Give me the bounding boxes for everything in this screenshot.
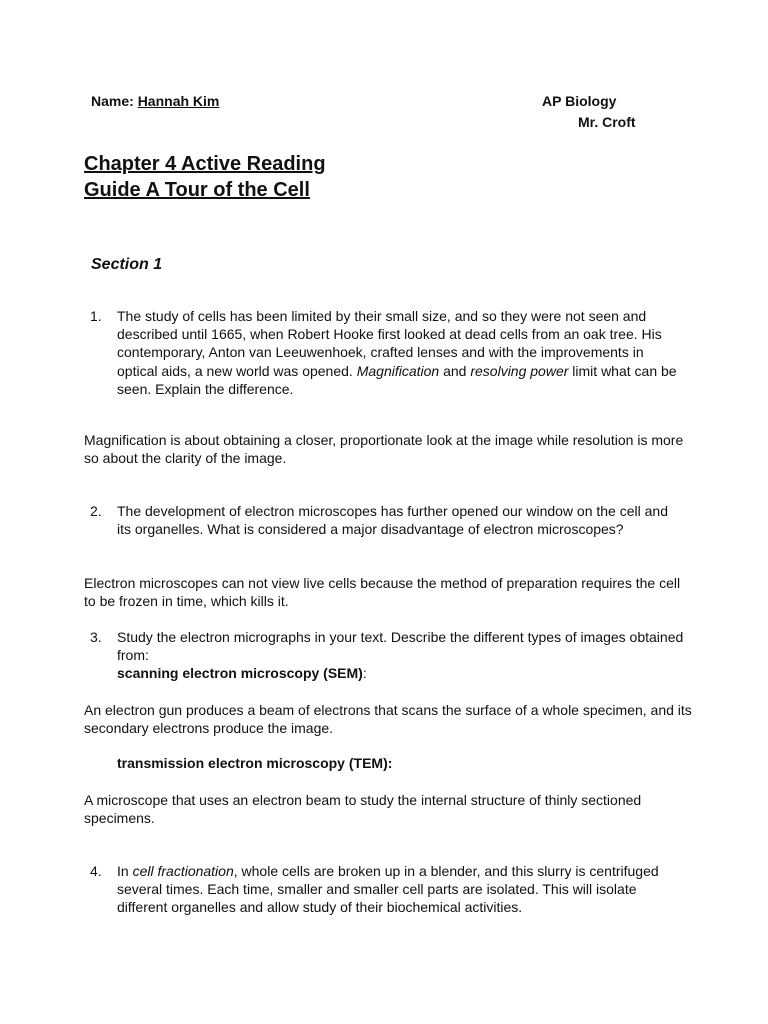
name-label: Name:: [91, 93, 134, 109]
question-term: Magnification: [356, 362, 440, 379]
course-name: AP Biology: [542, 93, 617, 109]
question-text: [117, 862, 684, 917]
question-text-part: and: [439, 362, 471, 379]
question-text-part: The study of cells has been limited by their small size, and so they were not seen and described until 1665, when Robert Hooke first looked at dead cells from an oak tree. His contemporary, Anton van Leeuwenhoek, crafted lenses and with the improvements in optical aids, a new world was opened.: [117, 308, 662, 379]
sem-colon: :: [362, 665, 367, 682]
answer-2: Electron microscopes can not view live cells because the method of preparation requires the cell to be frozen in time, which kills it.: [84, 575, 681, 610]
question-number: 4.: [90, 863, 102, 879]
question-1: [84, 307, 684, 398]
question-2: [84, 502, 684, 538]
question-number: 3.: [90, 629, 102, 645]
question-text: [117, 307, 684, 398]
student-name: Hannah Kim: [137, 93, 220, 109]
question-text-part: In: [117, 863, 133, 879]
answer-3-tem: A microscope that uses an electron beam to study the internal structure of thinly sectioned specimens.: [84, 792, 642, 827]
question-number: 1.: [90, 308, 102, 324]
title-line-1: Chapter 4 Active Reading: [84, 153, 326, 175]
student-name-line: [91, 93, 219, 109]
question-number: 2.: [90, 503, 102, 519]
question-text-part: Study the electron micrographs in your text. Describe the different types of images obtained from:: [117, 629, 684, 664]
question-text-part: , whole cells are broken up in a blender, and this slurry is centrifuged several times. Each time, smaller and smaller cell parts are isolated. This will isolate different organelles and allow study of their biochemical activities.: [117, 863, 659, 916]
question-term: cell fractionation: [132, 863, 234, 879]
question-term: resolving power: [470, 362, 569, 379]
answer-1: Magnification is about obtaining a closer, proportionate look at the image while resolution is more so about the clarity of the image.: [84, 432, 684, 467]
page-title: [84, 151, 326, 203]
question-text: The development of electron microscopes has further opened our window on the cell and its organelles. What is considered a major disadvantage of electron microscopes?: [117, 503, 668, 538]
teacher-name: Mr. Croft: [578, 114, 636, 130]
question-4: [84, 862, 684, 917]
tem-label: transmission electron microscopy (TEM):: [117, 755, 393, 771]
title-line-2: Guide A Tour of the Cell: [84, 179, 310, 201]
section-heading: Section 1: [91, 256, 163, 273]
question-text: [117, 628, 684, 683]
question-text-part: limit what can be seen. Explain the difference.: [117, 362, 677, 397]
question-3: [84, 628, 684, 683]
sem-label: scanning electron microscopy (SEM): [117, 665, 363, 682]
answer-3-sem: An electron gun produces a beam of electrons that scans the surface of a whole specimen, and its secondary electrons produce the image.: [84, 702, 692, 737]
